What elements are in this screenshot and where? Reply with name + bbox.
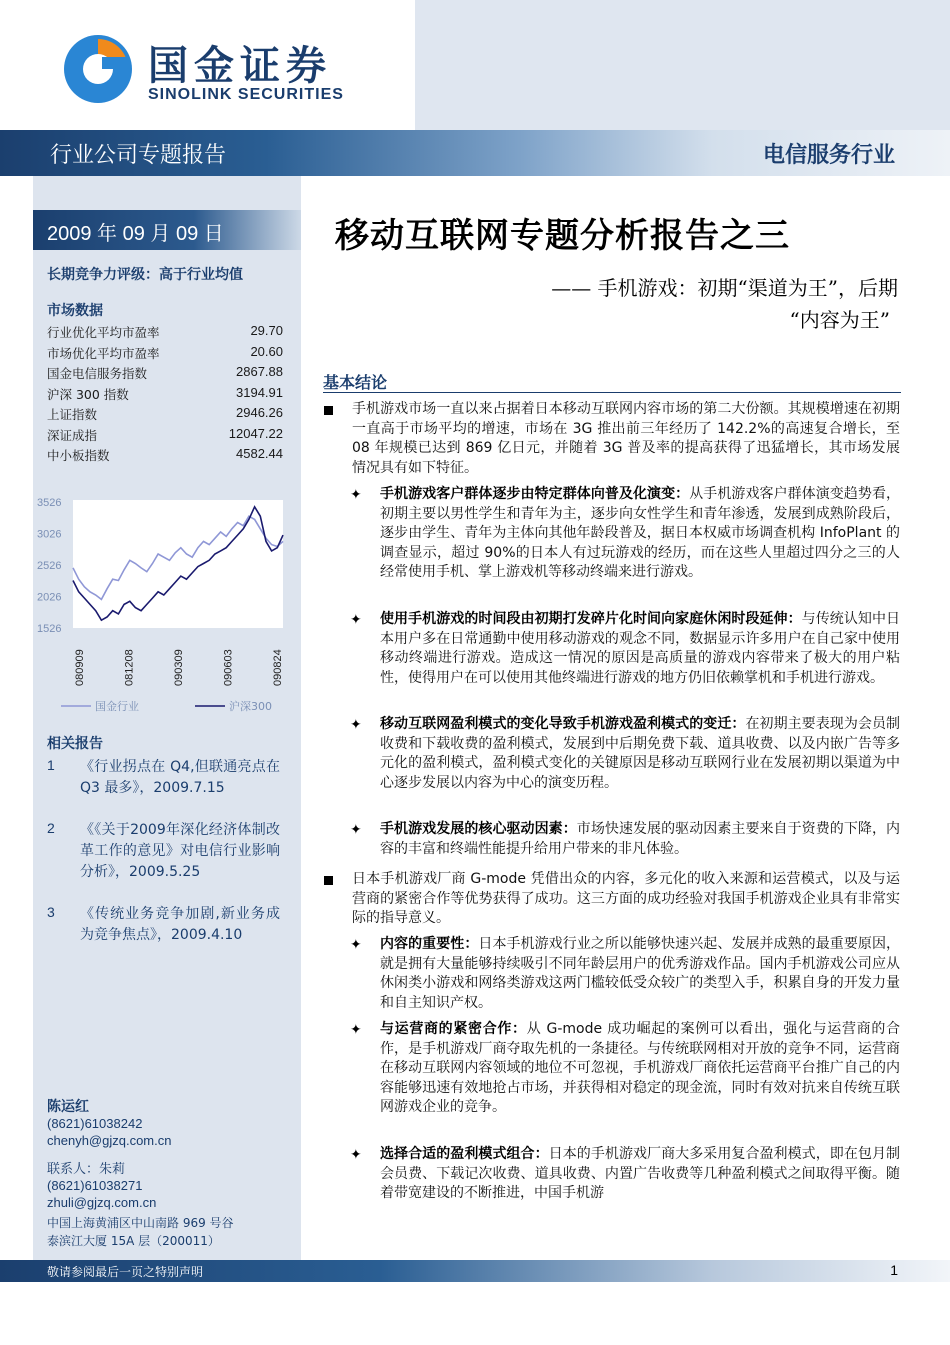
star-bullet-icon: ✦: [350, 487, 362, 503]
bullet-heading: 使用手机游戏的时间段由初期打发碎片化时间向家庭休闲时段延伸：: [380, 611, 802, 627]
contact-email[interactable]: zhuli@gjzq.com.cn: [47, 1195, 157, 1210]
related-report-item[interactable]: [47, 820, 283, 904]
date-bar: [33, 210, 301, 250]
market-row: [47, 364, 283, 384]
related-report-title[interactable]: 《《关于2009年深化经济体制改革工作的意见》对电信行业影响分析》，2009.5.25: [80, 822, 280, 880]
star-bullet-icon: ✦: [350, 822, 362, 838]
report-type: 行业公司专题报告: [50, 143, 227, 168]
bullet-heading: 移动互联网盈利模式的变化导致手机游戏盈利模式的变迁：: [380, 716, 746, 732]
chart-plot-area: [73, 500, 283, 628]
bullet-heading: 手机游戏发展的核心驱动因素：: [380, 821, 577, 837]
bullet-body: 日本的手机游戏厂商大多采用复合盈利模式，即在包月制会员费、下载记次收费、道具收费、内置广告收费等几种盈利模式之间取得平衡。随着带宽建设的不断推进，中国手机游: [380, 1146, 901, 1201]
analyst-phone: (8621)61038242: [47, 1116, 143, 1131]
star-bullet-icon: ✦: [350, 612, 362, 628]
market-row-label: 上证指数: [47, 407, 98, 422]
related-report-number: 2: [47, 820, 55, 836]
rating: 长期竞争力评级：高于行业均值: [47, 267, 243, 283]
market-row-value: 4582.44: [236, 446, 283, 461]
bullet-paragraph: [380, 715, 900, 793]
y-tick-label: 2026: [37, 591, 62, 604]
bullet-paragraph: [380, 820, 900, 859]
address-line: 中国上海黄浦区中山南路 969 号谷: [47, 1216, 234, 1230]
bullet-body: 市场快速发展的驱动因素主要来自于资费的下降，内容的丰富和终端性能提升给用户带来的非凡体验。: [380, 821, 901, 857]
contact-person: 联系人：朱莉: [47, 1162, 126, 1177]
bullet-body: 从手机游戏客户群体演变趋势看，初期主要以男性学生和青年为主，逐步向女性学生和青年渗透，发展到成熟阶段后，逐步由学生、青年为主体向其他年龄段普及，据日本权威市场调查机构 InfoPlant 的调查显示，超过 90%的日本人有过玩游戏的经历，而在这些人里超过四分之三的人经常使用手机、掌上游戏机等移动终端来进行游戏。: [380, 486, 901, 580]
legend-label: 国金行业: [95, 700, 139, 713]
market-row-value: 29.70: [250, 323, 283, 338]
star-bullet-icon: ✦: [350, 1147, 362, 1163]
market-row-value: 2946.26: [236, 405, 283, 420]
bullet-body: 与传统认知中日本用户多在日常通勤中使用移动游戏的观念不同，数据显示许多用户在自己家中使用移动终端进行游戏。造成这一情况的原因是高质量的游戏内容带来了极大的用户粘性，使得用户在可以使用其他终端进行游戏的地方仍旧依赖掌机和手机进行游戏。: [380, 611, 901, 686]
related-report-item[interactable]: [47, 904, 283, 968]
bullet-paragraph: [380, 1020, 900, 1118]
square-bullet-icon: [324, 406, 333, 415]
star-bullet-icon: ✦: [350, 717, 362, 733]
market-row: [47, 323, 283, 343]
market-row: [47, 446, 283, 466]
bullet-paragraph: [380, 1145, 900, 1204]
market-row-label: 沪深 300 指数: [47, 387, 129, 402]
market-row-label: 中小板指数: [47, 448, 110, 463]
related-report-number: 3: [47, 904, 55, 920]
analyst-email[interactable]: chenyh@gjzq.com.cn: [47, 1133, 172, 1148]
logo-english-name: SINOLINK SECURITIES: [148, 86, 344, 103]
x-tick-label: 090603: [222, 649, 235, 686]
bullet-body: 日本手机游戏行业之所以能够快速兴起、发展并成熟的最重要原因，就是拥有大量能够持续吸引不同年龄层用户的优秀游戏作品。国内手机游戏公司应从休闲类小游戏和网络类游戏这两门槛较低受众较广的类型入手，积累自身的开发力量和自主知识产权。: [380, 936, 900, 1011]
page-subtitle-continued: “内容为王”: [789, 308, 890, 332]
paragraph: 日本手机游戏厂商 G-mode 凭借出众的内容，多元化的收入来源和运营模式，以及与运营商的紧密合作等优势获得了成功。这三方面的成功经验对我国手机游戏企业具有非常实际的指导意义。: [352, 871, 900, 926]
index-line-chart: [33, 490, 301, 720]
contact-phone: (8621)61038271: [47, 1178, 143, 1193]
logo-mark-icon: [62, 33, 134, 105]
x-tick-label: 090309: [173, 649, 185, 686]
market-row-value: 3194.91: [236, 385, 283, 400]
analyst-name: 陈运红: [47, 1099, 89, 1115]
section-heading: 基本结论: [323, 373, 388, 392]
paragraph: 手机游戏市场一直以来占据着日本移动互联网内容市场的第二大份额。其规模增速在初期一直高于市场平均的增速，市场在 3G 推出前三年经历了 142.2%的高速复合增长，至 08 年规模已达到 869 亿日元，并随着 3G 普及率的提高获得了迅猛增长，其市场发展情况具有如下特征。: [352, 401, 900, 476]
legend-label: 沪深300: [229, 700, 272, 713]
market-row-value: 20.60: [250, 344, 283, 359]
star-bullet-icon: ✦: [350, 937, 362, 953]
bullet-body: 在初期主要表现为会员制收费和下载收费的盈利模式，发展到中后期免费下载、道具收费、以及内嵌广告等多元化的盈利模式，盈利模式变化的关键原因是移动互联网行业在发展初期以渠道为中心逐步发展以内容为中心的演变历程。: [380, 716, 901, 791]
y-tick-label: 2526: [37, 560, 62, 572]
logo-chinese-name: 国金证券: [148, 43, 332, 89]
related-report-title[interactable]: 《行业拐点在 Q4,但联通亮点在 Q3 最多》，2009.7.15: [80, 759, 280, 796]
related-reports-title: 相关报告: [47, 736, 103, 752]
related-report-title[interactable]: 《传统业务竞争加剧,新业务成为竞争焦点》，2009.4.10: [80, 906, 280, 943]
x-tick-label: 080909: [74, 649, 86, 686]
market-row-label: 市场优化平均市盈率: [47, 346, 160, 361]
bullet-heading: 手机游戏客户群体逐步由特定群体向普及化演变：: [380, 486, 690, 502]
market-row-value: 12047.22: [228, 426, 283, 441]
footer-disclaimer: 敬请参阅最后一页之特别声明: [47, 1265, 204, 1279]
report-date: 2009 年 09 月 09 日: [47, 223, 224, 245]
bullet-heading: 选择合适的盈利模式组合：: [380, 1146, 549, 1162]
page-subtitle: —— 手机游戏：初期“渠道为王”，后期: [551, 276, 898, 300]
market-row-label: 国金电信服务指数: [47, 366, 148, 381]
bullet-heading: 与运营商的紧密合作：: [380, 1021, 527, 1037]
bullet-heading: 内容的重要性：: [380, 936, 479, 952]
related-report-number: 1: [47, 757, 55, 773]
logo: [62, 30, 392, 110]
star-bullet-icon: ✦: [350, 1022, 362, 1038]
header-band-right: [415, 0, 950, 130]
x-tick-label: 081208: [123, 649, 136, 686]
y-tick-label: 3026: [37, 528, 62, 541]
x-tick-label: 090824: [272, 649, 284, 686]
bullet-paragraph: [380, 610, 900, 688]
y-tick-label: 1526: [37, 623, 62, 635]
market-row: [47, 385, 283, 405]
bullet-paragraph: [380, 485, 900, 583]
market-row: [47, 405, 283, 425]
footer-bar: [0, 1260, 950, 1282]
address-line: 泰滨江大厦 15A 层（200011）: [47, 1234, 220, 1248]
market-row: [47, 344, 283, 364]
industry-name: 电信服务行业: [762, 143, 895, 168]
market-row-label: 深证成指: [47, 428, 98, 443]
market-row-value: 2867.88: [236, 364, 283, 379]
market-row: [47, 426, 283, 446]
bullet-paragraph: [380, 935, 900, 1013]
section-divider: [323, 392, 901, 393]
related-report-item[interactable]: [47, 757, 283, 821]
market-data-title: 市场数据: [47, 303, 103, 319]
page-title: 移动互联网专题分析报告之三: [335, 216, 790, 256]
bullet-body: 从 G-mode 成功崛起的案例可以看出，强化与运营商的合作，是手机游戏厂商夺取先机的一条捷径。与传统联网相对开放的竞争不同，运营商在移动互联网内容领域的地位不可忽视，手机游戏厂商依托运营商平台推广自己的内容能够迅速有效地抢占市场，并获得相对稳定的现金流，同时有效对抗来自传统互联网游戏企业的竞争。: [380, 1021, 900, 1115]
report-type-bar: [0, 130, 950, 176]
page-number: 1: [890, 1262, 898, 1278]
market-row-label: 行业优化平均市盈率: [47, 325, 160, 340]
y-tick-label: 3526: [37, 497, 62, 509]
square-bullet-icon: [324, 876, 333, 885]
